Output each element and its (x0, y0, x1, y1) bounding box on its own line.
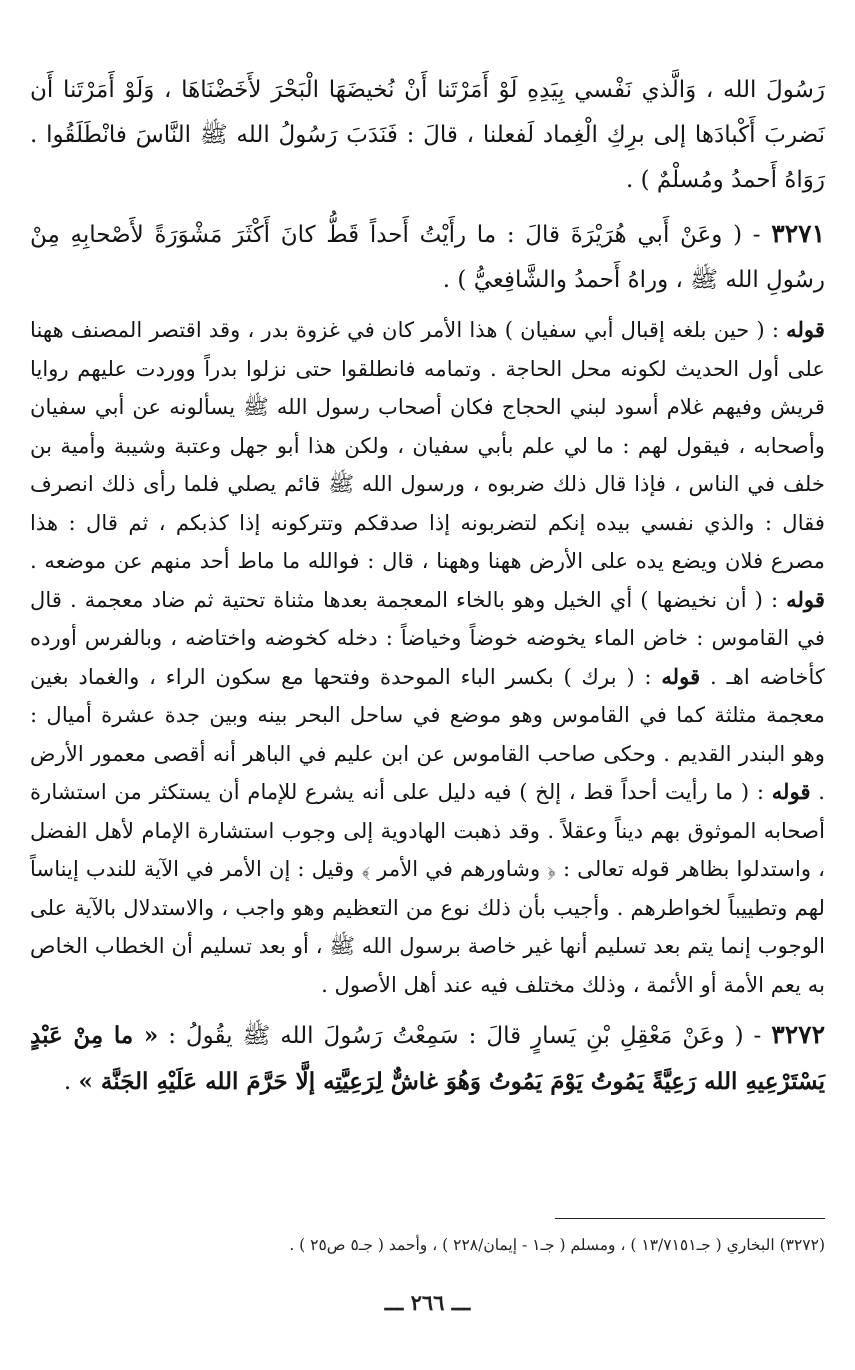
hadith-3272-intro: - ( وعَنْ مَعْقِلِ بْنِ يَسارٍ قالَ : سَمِعْتُ رَسُولَ الله ﷺ يقُولُ : (158, 1023, 772, 1049)
commentary-section-2: : ( أن نخيضها ) أي الخيل وهو بالخاء المعجمة بعدها مثناة تحتية ثم ضاد معجمة . قال في القاموس : خاض الماء يخوضه خوضاً وخياضاً : دخله كخوضه واختاضه ، وبالفرس أورده كأخاضه اهـ . (30, 586, 825, 689)
hadith-3271 (30, 211, 825, 303)
spacer (30, 1004, 825, 1012)
spacer (30, 203, 825, 211)
commentary-keyword-2: قوله (786, 586, 825, 612)
hadith-3272-end: . (63, 1069, 79, 1095)
commentary (30, 311, 825, 1004)
page-number: ـــ ٢٦٦ ـــ (384, 1290, 471, 1315)
spacer (30, 303, 825, 311)
footnote-divider (555, 1218, 825, 1219)
footnote-text: (٣٢٧٢) البخاري ( جـ١٣/٧١٥١ ) ، ومسلم ( جـ١ - إيمان/٢٢٨ ) ، وأحمد ( جـ٥ ص٢٥ ) . (289, 1236, 825, 1254)
hadith-3271-text: - ( وعَنْ أَبي هُرَيْرَةَ قالَ : ما رأَيْتُ أَحداً قَطُّ كانَ أَكْثَرَ مَشْوَرَةً لأَصْحابِهِ مِنْ رسُولِ الله ﷺ ، وراهُ أَحمدُ والشَّافِعيُّ ) . (30, 222, 825, 293)
hadith-3270-text: رَسُولَ الله ، وَالَّذي نَفْسي بِيَدِهِ لَوْ أَمَرْتَنا أَنْ نُخيضَهَا الْبَحْرَ لأَخَضْنَاهَا ، وَلَوْ أَمَرْتَنا أَن نَضربَ أَكْبادَها إلى برِكِ الْغِماد لَفعلنا ، قالَ : فَنَدَبَ رَسُولُ الله ﷺ النَّاسَ فانْطَلَقُوا . رَوَاهُ أَحمدُ ومُسلْمٌ ) . (30, 77, 825, 193)
commentary-keyword-4: قوله (771, 779, 811, 804)
commentary-section-1: : ( حين بلغه إقبال أبي سفيان ) هذا الأمر كان في غزوة بدر ، وقد اقتصر المصنف ههنا على أول الحديث لكونه محل الحاجة . وتمامه فانطلقوا حتى نزلوا بدراً ووردت عليهم روايا قريش وفيهم غلام أسود لبني الحجاج فكان أصحاب رسول الله ﷺ يسألونه عن أبي سفيان وأصحابه ، فيقول لهم : ما لي علم بأبي سفيان ، ولكن هذا أبو جهل وعتبة وشيبة وأمية بن خلف في الناس ، فإذا قال ذلك ضربوه ، ورسول الله ﷺ قائم يصلي فلما رأى ذلك انصرف فقال : والذي نفسي بيده إنكم لتضربونه إذا صدقكم وتتركونه إذا كذبكم ، ثم قال : هذا مصرع فلان ويضع يده على الأرض ههنا وههنا ، قال : فوالله ما ماط أحد منهم عن موضعه . (30, 317, 825, 573)
page-body (30, 68, 825, 1105)
hadith-3272-number: ٣٢٧٢ (771, 1020, 825, 1049)
commentary-section-3: : ( برك ) بكسر الباء الموحدة وفتحها مع سكون الراء ، والغماد بغين معجمة مثلثة كما في القاموس وهو موضع في ساحل البحر بينه وبين جدة عشرة أميال : وهو البندر القديم . وحكى صاحب القاموس عن ابن عليم في الباهر أنه أقصى معمور الأرض . (30, 663, 825, 804)
hadith-3272 (30, 1012, 825, 1105)
hadith-3272-quote: « ما مِنْ عَبْدٍ يَسْتَرْعِيهِ الله رَعِيَّةً يَمُوتُ يَوْمَ يَمُوتُ وَهُوَ غاشٌّ لِرَعِيَّتِه إلَّا حَرَّمَ الله عَلَيْهِ الجَنَّة » (30, 1022, 825, 1095)
commentary-keyword-1: قوله (786, 317, 825, 342)
hadith-3271-number: ٣٢٧١ (771, 219, 825, 248)
commentary-section-4: : ( ما رأيت أحداً قط ، إلخ ) فيه دليل على أنه يشرع للإمام أن يستكثر من استشارة أصحابه الموثوق بهم ديناً وعقلاً . وقد ذهبت الهادوية إلى وجوب استشارة الإمام لأهل الفضل ، واستدلوا بظاهر قوله تعالى : ﴿ وشاورهم في الأمر ﴾ وقيل : إن الأمر في الآية للندب إيناساً لهم وتطييباً لخواطرهم . وأجيب بأن ذلك نوع من التعظيم وهو واجب ، والاستدلال بالآية على الوجوب إنما يتم بعد تسليم أنها غير خاصة برسول الله ﷺ ، أو بعد تسليم أن الخطاب الخاص به يعم الأمة أو الأئمة ، وذلك مختلف فيه عند أهل الأصول . (30, 779, 825, 997)
footnote (30, 1232, 825, 1258)
hadith-3270-continuation (30, 68, 825, 203)
commentary-keyword-3: قوله (661, 663, 701, 689)
